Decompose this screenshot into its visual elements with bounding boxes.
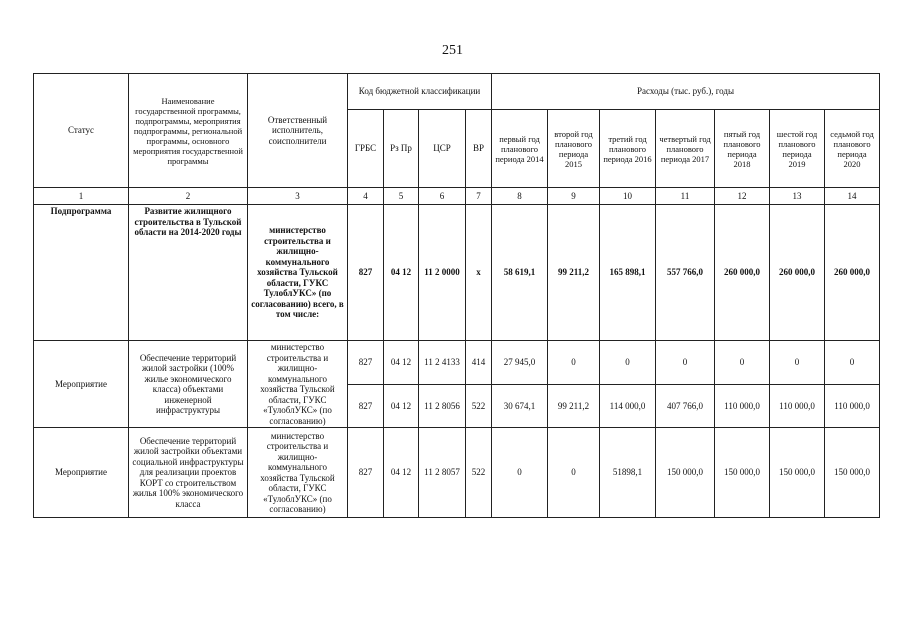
column-number: 12 — [715, 188, 770, 205]
header-year-2015: второй год планового периода 2015 — [548, 110, 600, 188]
measure1b-value-2016: 114 000,0 — [600, 384, 656, 428]
measure2-grbs: 827 — [348, 428, 384, 518]
measure2-value-2017: 150 000,0 — [656, 428, 715, 518]
measure1-responsible: министерство строительства и жилищно-коммунального хозяйства Тульской области, ГУКС «ТулоблУКС» (по согласованию) — [248, 341, 348, 428]
header-year-2020: седьмой год планового периода 2020 — [825, 110, 880, 188]
measure1b-value-2017: 407 766,0 — [656, 384, 715, 428]
measure1a-rzpr: 04 12 — [384, 341, 419, 385]
header-csr: ЦСР — [419, 110, 466, 188]
page-number: 251 — [442, 43, 463, 58]
header-responsible: Ответственный исполнитель, соисполнители — [248, 74, 348, 188]
header-vr: ВР — [466, 110, 492, 188]
measure1a-value-2020: 0 — [825, 341, 880, 385]
subprogram-value-2019: 260 000,0 — [770, 205, 825, 341]
subprogram-status: Подпрограмма — [34, 205, 129, 341]
subprogram-value-2014: 58 619,1 — [492, 205, 548, 341]
measure1a-value-2015: 0 — [548, 341, 600, 385]
measure2-value-2019: 150 000,0 — [770, 428, 825, 518]
subprogram-name: Развитие жилищного строительства в Тульской области на 2014-2020 годы — [129, 205, 248, 341]
header-status: Статус — [34, 74, 129, 188]
column-number: 1 — [34, 188, 129, 205]
column-number: 7 — [466, 188, 492, 205]
measure1-name: Обеспечение территорий жилой застройки (100% жилье экономического класса) объектами инженерной инфраструктуры — [129, 341, 248, 428]
subprogram-vr: x — [466, 205, 492, 341]
header-year-2018: пятый год планового периода 2018 — [715, 110, 770, 188]
measure1a-value-2018: 0 — [715, 341, 770, 385]
measure1a-csr: 11 2 4133 — [419, 341, 466, 385]
column-number: 2 — [129, 188, 248, 205]
measure1a-value-2017: 0 — [656, 341, 715, 385]
measure1a-value-2014: 27 945,0 — [492, 341, 548, 385]
subprogram-csr: 11 2 0000 — [419, 205, 466, 341]
measure2-value-2016: 51898,1 — [600, 428, 656, 518]
measure1b-rzpr: 04 12 — [384, 384, 419, 428]
column-number: 9 — [548, 188, 600, 205]
measure1b-value-2020: 110 000,0 — [825, 384, 880, 428]
header-rzpr: Рз Пр — [384, 110, 419, 188]
measure2-rzpr: 04 12 — [384, 428, 419, 518]
subprogram-value-2016: 165 898,1 — [600, 205, 656, 341]
measure1-status: Мероприятие — [34, 341, 129, 428]
header-year-2017: четвертый год планового периода 2017 — [656, 110, 715, 188]
budget-table — [33, 73, 880, 518]
measure2-value-2020: 150 000,0 — [825, 428, 880, 518]
column-number: 14 — [825, 188, 880, 205]
column-number: 11 — [656, 188, 715, 205]
column-number: 6 — [419, 188, 466, 205]
subprogram-grbs: 827 — [348, 205, 384, 341]
measure1b-grbs: 827 — [348, 384, 384, 428]
header-year-2014: первый год планового периода 2014 — [492, 110, 548, 188]
header-year-2016: третий год планового периода 2016 — [600, 110, 656, 188]
measure1b-value-2015: 99 211,2 — [548, 384, 600, 428]
subprogram-row — [34, 205, 880, 341]
column-number-row — [34, 188, 880, 205]
column-number: 13 — [770, 188, 825, 205]
measure1a-vr: 414 — [466, 341, 492, 385]
measure1-row-a — [34, 341, 880, 385]
column-number: 3 — [248, 188, 348, 205]
subprogram-value-2017: 557 766,0 — [656, 205, 715, 341]
measure2-value-2014: 0 — [492, 428, 548, 518]
measure1a-grbs: 827 — [348, 341, 384, 385]
measure1a-value-2016: 0 — [600, 341, 656, 385]
header-grbs: ГРБС — [348, 110, 384, 188]
measure2-value-2018: 150 000,0 — [715, 428, 770, 518]
measure2-responsible: министерство строительства и жилищно-коммунального хозяйства Тульской области, ГУКС «ТулоблУКС» (по согласованию) — [248, 428, 348, 518]
header-row-top — [34, 74, 880, 110]
measure2-csr: 11 2 8057 — [419, 428, 466, 518]
measure2-value-2015: 0 — [548, 428, 600, 518]
column-number: 10 — [600, 188, 656, 205]
measure1b-value-2014: 30 674,1 — [492, 384, 548, 428]
subprogram-rzpr: 04 12 — [384, 205, 419, 341]
measure2-name: Обеспечение территорий жилой застройки объектами социальной инфраструктуры для реализации проектов КОРТ со строительством жилья 100% экономического класса — [129, 428, 248, 518]
column-number: 4 — [348, 188, 384, 205]
measure1b-value-2019: 110 000,0 — [770, 384, 825, 428]
header-name: Наименование государственной программы, подпрограммы, мероприятия подпрограммы, региональной программы, основного мероприятия государственной программы — [129, 74, 248, 188]
subprogram-value-2015: 99 211,2 — [548, 205, 600, 341]
measure1a-value-2019: 0 — [770, 341, 825, 385]
subprogram-value-2018: 260 000,0 — [715, 205, 770, 341]
measure2-row — [34, 428, 880, 518]
header-year-2019: шестой год планового периода 2019 — [770, 110, 825, 188]
subprogram-responsible: министерство строительства и жилищно-коммунального хозяйства Тульской области, ГУКС ТулоблУКС» (по согласованию) всего, в том числе: — [248, 205, 348, 341]
column-number: 5 — [384, 188, 419, 205]
measure1b-value-2018: 110 000,0 — [715, 384, 770, 428]
header-expenses-group: Расходы (тыс. руб.), годы — [492, 74, 880, 110]
column-number: 8 — [492, 188, 548, 205]
subprogram-value-2020: 260 000,0 — [825, 205, 880, 341]
header-code-group: Код бюджетной классификации — [348, 74, 492, 110]
measure2-status: Мероприятие — [34, 428, 129, 518]
measure1b-csr: 11 2 8056 — [419, 384, 466, 428]
measure1b-vr: 522 — [466, 384, 492, 428]
measure2-vr: 522 — [466, 428, 492, 518]
